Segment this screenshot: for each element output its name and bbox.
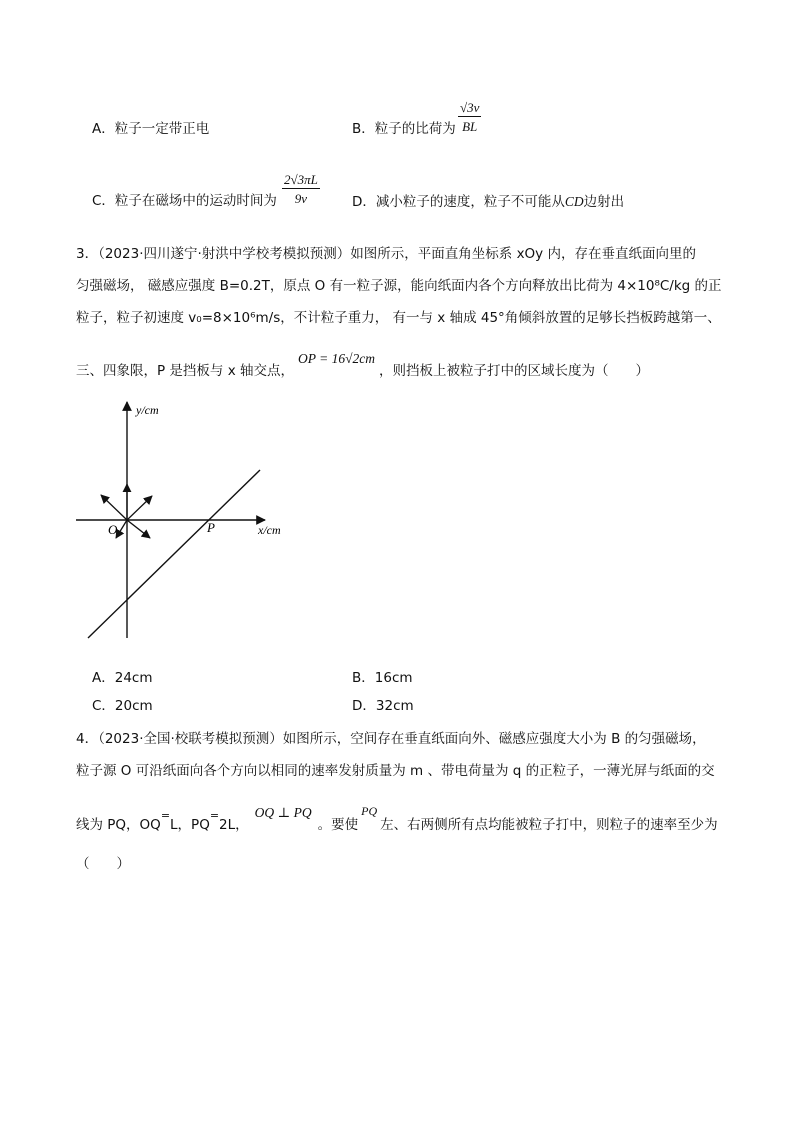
q4-pq-label: PQ: [361, 804, 378, 818]
q3-stem-line-4: [76, 351, 650, 379]
q2-option-c-fraction: [282, 173, 320, 205]
q2-option-d-suffix: 边射出: [583, 194, 625, 210]
q3-baffle-line: [88, 470, 260, 638]
q2-option-c-numerator: 2√3πL: [284, 172, 318, 187]
q2-option-b: [352, 123, 456, 137]
q2-option-b-text: B．粒子的比荷为: [352, 121, 456, 137]
q2-option-b-fraction: [458, 101, 481, 133]
q2-option-d-text: D．减小粒子的速度，粒子不可能从: [352, 194, 565, 210]
q3-origin-label: O: [108, 522, 118, 537]
q4-stem-line-1: 4．（2023·全国·校联考模拟预测）如图所示，空间存在垂直纸面向外、磁感应强度大小为 B 的匀强磁场，: [76, 731, 706, 747]
q4-stem-line-3-c: 2L，: [219, 817, 249, 833]
q3-option-d: D．32cm: [352, 698, 414, 714]
q2-option-d-cd: CD: [564, 194, 584, 209]
q3-y-axis-label: y/cm: [136, 403, 159, 417]
q2-option-c-text: C．粒子在磁场中的运动时间为: [92, 193, 277, 209]
q4-eq-2: =: [209, 809, 220, 822]
q3-point-p-label: P: [207, 520, 215, 535]
q3-option-a: A．24cm: [92, 670, 153, 686]
q2-option-d: [352, 195, 624, 210]
q4-stem-line-2: 粒子源 O 可沿纸面向各个方向以相同的速率发射质量为 m 、带电荷量为 q 的正粒子，一薄光屏与纸面的交: [76, 763, 715, 779]
q4-stem-line-3-d: 。要使: [317, 817, 359, 833]
q3-stem-line-2: 匀强磁场， 磁感应强度 B=0.2T，原点 O 有一粒子源，能向纸面内各个方向释放出比荷为 4×10⁸C/kg 的正: [76, 278, 722, 294]
q2-option-b-numerator: √3v: [460, 100, 480, 115]
q3-figure: [70, 398, 310, 648]
q3-x-axis-label: x/cm: [258, 523, 281, 537]
q2-option-c-denominator: 9v: [294, 191, 308, 206]
q3-stem-line-1: 3．（2023·四川遂宁·射洪中学校考模拟预测）如图所示，平面直角坐标系 xOy 内，存在垂直纸面向里的: [76, 246, 696, 262]
q4-answer-paren: （ ）: [76, 856, 130, 872]
q3-option-c: C．20cm: [92, 698, 153, 714]
q4-perp-formula: OQ ⊥ PQ: [254, 805, 312, 820]
q2-option-c: [92, 195, 277, 209]
q4-stem-line-3-b: L，PQ: [170, 817, 210, 833]
q4-stem-line-3: [76, 804, 718, 833]
q4-stem-line-3-a: 线为 PQ，OQ: [76, 817, 161, 833]
q3-stem-line-4-b: ，则挡板上被粒子打中的区域长度为（ ）: [379, 363, 650, 379]
q2-option-a: A．粒子一定带正电: [92, 121, 210, 137]
q4-eq-1: =: [160, 809, 171, 822]
q3-op-formula: OP = 16√2cm: [298, 351, 376, 366]
q3-option-b: B．16cm: [352, 670, 413, 686]
q3-stem-line-4-a: 三、四象限，P 是挡板与 x 轴交点，: [76, 363, 295, 379]
q2-option-b-denominator: BL: [462, 119, 478, 134]
q3-stem-line-3: 粒子，粒子初速度 v₀=8×10⁶m/s，不计粒子重力， 有一与 x 轴成 45°角倾斜放置的足够长挡板跨越第一、: [76, 310, 721, 326]
q4-stem-line-3-e: 左、右两侧所有点均能被粒子打中，则粒子的速率至少为: [380, 817, 718, 833]
